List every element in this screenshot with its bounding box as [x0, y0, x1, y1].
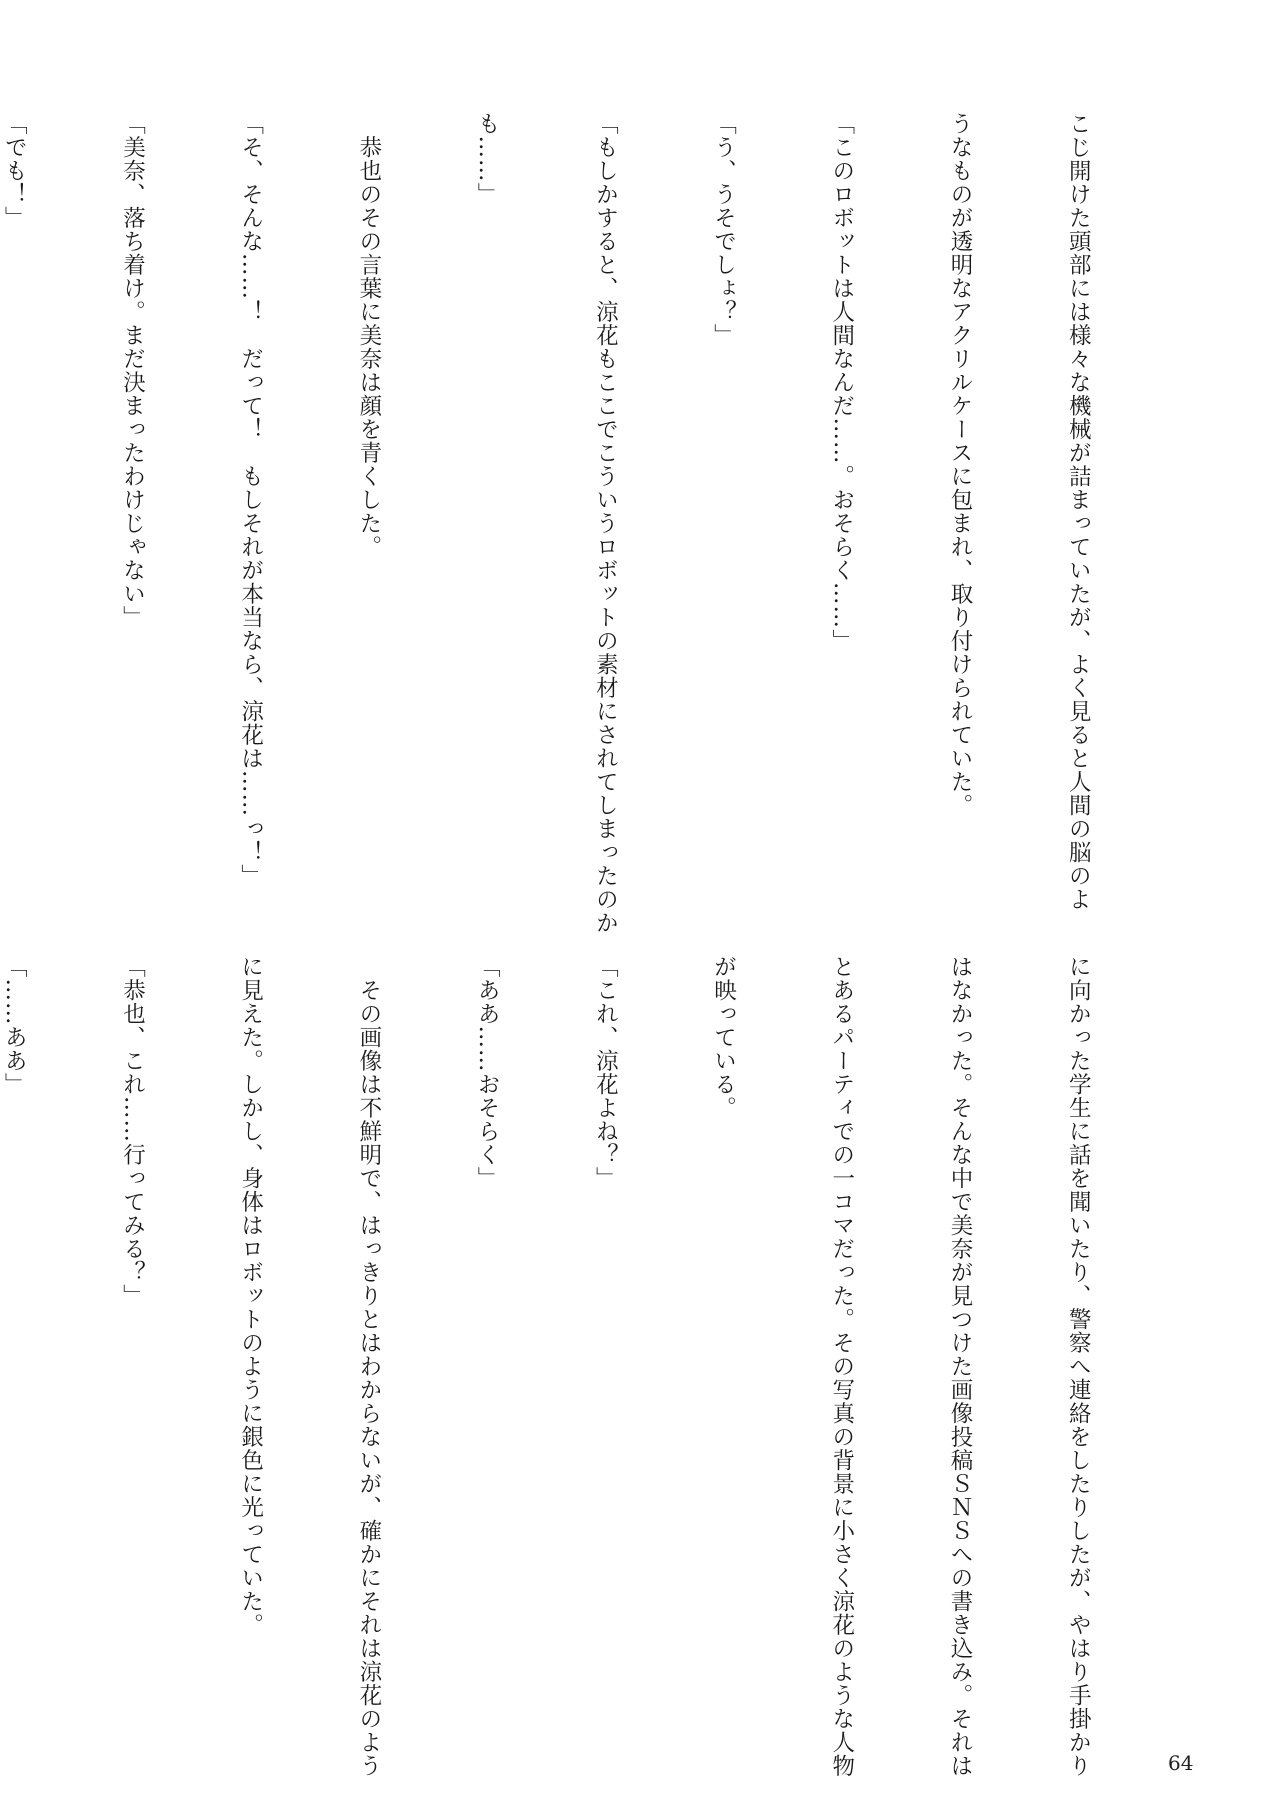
text-line: に向かった学生に話を聞いたり、警察へ連絡をしたりしたが、やはり手掛かり: [1065, 955, 1092, 1778]
text-line: 「ああ……おそらく」: [474, 955, 501, 1190]
text-block-bottom: [1, 955, 1176, 1778]
text-line: 「このロボットは人間なんだ……。おそらく……」: [828, 112, 855, 653]
text-line: 「これ、涼花よね？」: [592, 955, 619, 1190]
text-line: 「でも！」: [1, 112, 28, 230]
text-block-top: [1, 112, 1176, 935]
text-line: うなものが透明なアクリルケースに包まれ、取り付けられていた。: [946, 112, 973, 817]
text-line: はなかった。そんな中で美奈が見つけた画像投稿ＳＮＳへの書き込み。それは: [946, 955, 973, 1778]
text-line: 「恭也、これ……行ってみる？」: [119, 955, 146, 1308]
page-number: 64: [1168, 1751, 1194, 1775]
text-line: 「もしかすると、涼花もここでこういうロボットの素材にされてしまったのか: [592, 112, 619, 935]
text-line: も……」: [474, 112, 501, 206]
text-line: こじ開けた頭部には様々な機械が詰まっていたが、よく見ると人間の脳のよ: [1065, 112, 1092, 911]
text-line: 「そ、そんな……！ だって！ もしそれが本当なら、涼花は……っ！」: [237, 112, 264, 888]
text-line: 「美奈、落ち着け。まだ決まったわけじゃない」: [119, 112, 146, 629]
text-line: とあるパーティでの一コマだった。その写真の背景に小さく涼花のような人物: [828, 955, 855, 1778]
text-line: に見えた。しかし、身体はロボットのように銀色に光っていた。: [237, 955, 264, 1637]
text-line: その画像は不鮮明で、はっきりとはわからないが、確かにそれは涼花のよう: [355, 955, 382, 1778]
text-line: 「……ああ」: [1, 955, 28, 1096]
text-line: が映っている。: [710, 955, 737, 1120]
text-line: 恭也のその言葉に美奈は顔を青くした。: [355, 112, 382, 559]
text-line: 「う、うそでしょ？」: [710, 112, 737, 347]
